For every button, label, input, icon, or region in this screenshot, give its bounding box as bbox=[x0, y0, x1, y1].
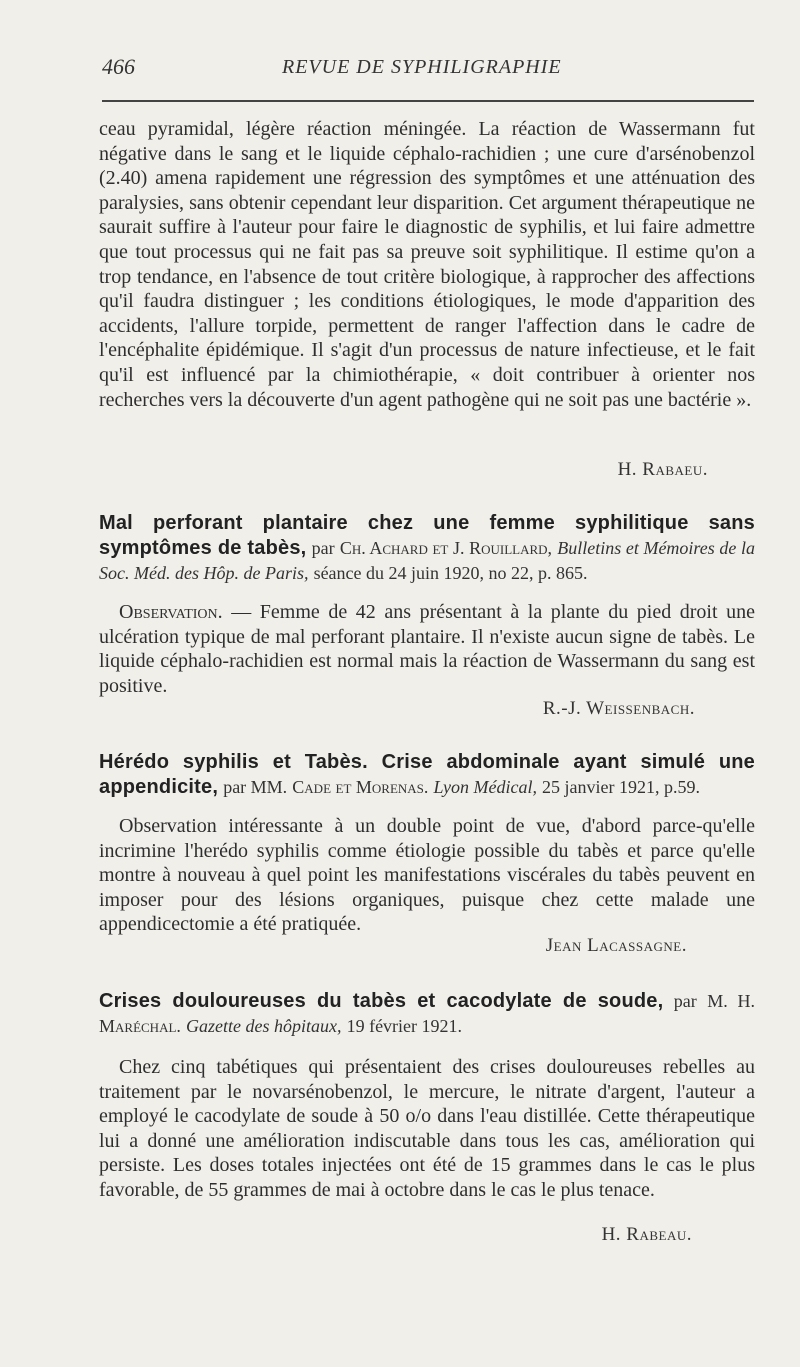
article-2-signature: Jean Lacassagne. bbox=[545, 935, 687, 956]
article-3 bbox=[99, 989, 755, 1203]
intro-paragraph: ceau pyramidal, légère réaction méningée. La réaction de Wassermann fut négative dans le sang et le liquide céphalo-rachidien ; une cure d'arsénobenzol (2.40) amena rapidement une régression des symptômes et une atténuation des paralysies, sans obtenir cependant leur disparition. Cet argument thérapeutique ne saurait suffire à l'auteur pour faire le diagnostic de syphilis, et lui faire admettre que tout processus qui ne fait pas sa preuve soit syphilitique. Il estime qu'on a trop tendance, en l'absence de tout critère biologique, à rapprocher des affections qu'il faudra distinguer ; les conditions étiologiques, le mode d'apparition des accidents, l'allure torpide, permettent de ranger l'affection dans le cadre de l'encéphalite épidémique. Il s'agit d'un processus de nature infectieuse, et le fait qu'il est influencé par la chimiothérapie, « doit contribuer à orienter nos recherches vers la découverte d'un agent pathogène qui ne soit pas une bactérie ». bbox=[99, 118, 755, 411]
article-authors: Ch. Achard et J. Rouillard, bbox=[339, 538, 553, 558]
article-1-body bbox=[99, 600, 755, 698]
publication-details: 25 janvier 1921, p.59. bbox=[542, 777, 701, 797]
page-number: 466 bbox=[102, 54, 135, 79]
article-title: Mal perforant plantaire chez une femme syphilitique sans symptômes de tabès, bbox=[99, 512, 755, 559]
article-2-heading bbox=[99, 750, 755, 800]
journal-name: Bulletins et Mémoires de la Soc. Méd. des Hôp. de Paris, bbox=[99, 538, 755, 583]
publication-details: 19 février 1921. bbox=[346, 1016, 463, 1036]
article-3-heading bbox=[99, 989, 755, 1039]
article-text: — Femme de 42 ans présentant à la plante du pied droit une ulcération typique de mal perforant plantaire. Il n'existe aucun signe de tabès. Le liquide céphalo-rachidien est normal mais la réaction de Wassermann du sang est positive. bbox=[99, 601, 755, 697]
article-3-signature: H. Rabeau. bbox=[601, 1224, 692, 1245]
observation-label: Observation. bbox=[119, 601, 223, 623]
article-authors: Cade et Morenas. bbox=[292, 777, 429, 797]
running-title: REVUE DE SYPHILIGRAPHIE bbox=[282, 56, 562, 78]
article-2-body: Observation intéressante à un double point de vue, d'abord parce-qu'elle incrimine l'herédo syphilis comme étiologie possible du tabès et parce qu'elle montre à nouveau à quel point les manifestations viscérales du tabès peuvent en imposer pour des lésions organiques, puisque chez cette malade une appendicectomie a été pratiquée. bbox=[99, 815, 755, 936]
ref-by: par MM. bbox=[223, 777, 288, 797]
ref-by: par bbox=[311, 538, 335, 558]
article-authors: M. H. Maréchal. bbox=[99, 991, 755, 1036]
page-header bbox=[102, 54, 754, 90]
publication-details: séance du 24 juin 1920, no 22, p. 865. bbox=[313, 563, 588, 583]
article-2 bbox=[99, 750, 755, 937]
header-rule bbox=[102, 100, 754, 102]
article-1-heading bbox=[99, 511, 755, 586]
article-1-signature: R.-J. Weissenbach. bbox=[542, 698, 695, 719]
article-3-body: Chez cinq tabétiques qui présentaient des crises douloureuses rebelles au traitement par le novarsénobenzol, le mercure, le nitrate d'argent, l'auteur a employé le cacodylate de soude à 50 o/o dans l'eau distillée. Cette thérapeutique lui a donné une amélioration indiscutable dans tous les cas, amélioration qui persiste. Les doses totales injectées ont été de 15 grammes dans le cas le plus favorable, de 55 grammes de mai à octobre dans le cas le plus tenace. bbox=[99, 1056, 755, 1201]
journal-name: Gazette des hôpitaux, bbox=[186, 1016, 342, 1036]
article-title: Crises douloureuses du tabès et cacodylate de soude, bbox=[99, 990, 664, 1012]
intro-signature: H. Rabaeu. bbox=[617, 459, 708, 480]
article-title: Hérédo syphilis et Tabès. Crise abdominale ayant simulé une appendicite, bbox=[99, 751, 755, 798]
article-1 bbox=[99, 511, 755, 698]
journal-name: Lyon Médical, bbox=[433, 777, 537, 797]
ref-by: par bbox=[673, 991, 697, 1011]
